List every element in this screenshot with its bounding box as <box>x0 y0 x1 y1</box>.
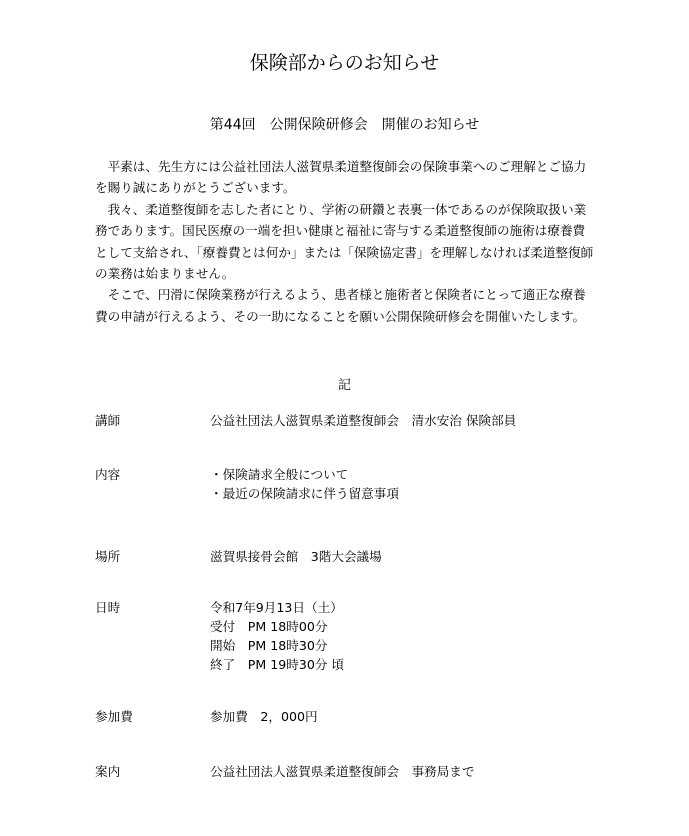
detail-value <box>210 547 670 566</box>
notice-body <box>95 156 595 327</box>
detail-value <box>210 598 670 674</box>
detail-label: 参加費 <box>95 709 133 724</box>
detail-label: 案内 <box>95 764 121 779</box>
body-paragraph: 我々、柔道整復師を志した者にとり、学術の研鑽と表裏一体であるのが保険取扱い業務であります。国民医療の一端を担い健康と福祉に寄与する柔道整復師の施術は療養費として支給され、「療養費とは何か」または「保険協定書」を理解しなければ柔道整復師の業務は始まりません。 <box>95 201 594 282</box>
detail-line: ・保険請求全般について <box>210 467 349 482</box>
detail-line: 開始 PM 18時30分 <box>210 638 328 653</box>
detail-line: 令和7年9月13日（土） <box>210 600 343 615</box>
detail-label: 講師 <box>95 413 121 428</box>
detail-line: ・最近の保険請求に伴う留意事項 <box>210 486 399 501</box>
detail-line: 終了 PM 19時30分 頃 <box>210 657 345 672</box>
detail-line: 公益社団法人滋賀県柔道整復師会 清水安治 保険部員 <box>210 413 517 428</box>
detail-line: 参加費 2，000円 <box>210 709 318 724</box>
detail-line: 滋賀県接骨会館 3階大会議場 <box>210 549 382 564</box>
body-paragraph: そこで、円滑に保険業務が行えるよう、患者様と施術者と保険者にとって適正な療養費の申請が行えるよう、その一助になることを願い公開保険研修会を開催いたします。 <box>95 287 586 324</box>
detail-value <box>210 707 670 726</box>
notice-subtitle: 第44回 公開保険研修会 開催のお知らせ <box>209 117 480 133</box>
detail-line: 受付 PM 18時00分 <box>210 619 328 634</box>
ki-marker: 記 <box>337 378 351 393</box>
detail-label: 場所 <box>95 549 121 564</box>
detail-label: 内容 <box>95 467 121 482</box>
body-paragraph: 平素は、先生方には公益社団法人滋賀県柔道整復師会の保険事業へのご理解とご協力を賜り誠にありがとうございます。 <box>95 159 587 196</box>
detail-value <box>210 411 670 430</box>
page-title: 保険部からのお知らせ <box>249 52 440 74</box>
detail-value <box>210 762 670 781</box>
detail-label: 日時 <box>95 600 121 615</box>
detail-line: 公益社団法人滋賀県柔道整復師会 事務局まで <box>210 764 475 779</box>
detail-value <box>210 465 670 503</box>
